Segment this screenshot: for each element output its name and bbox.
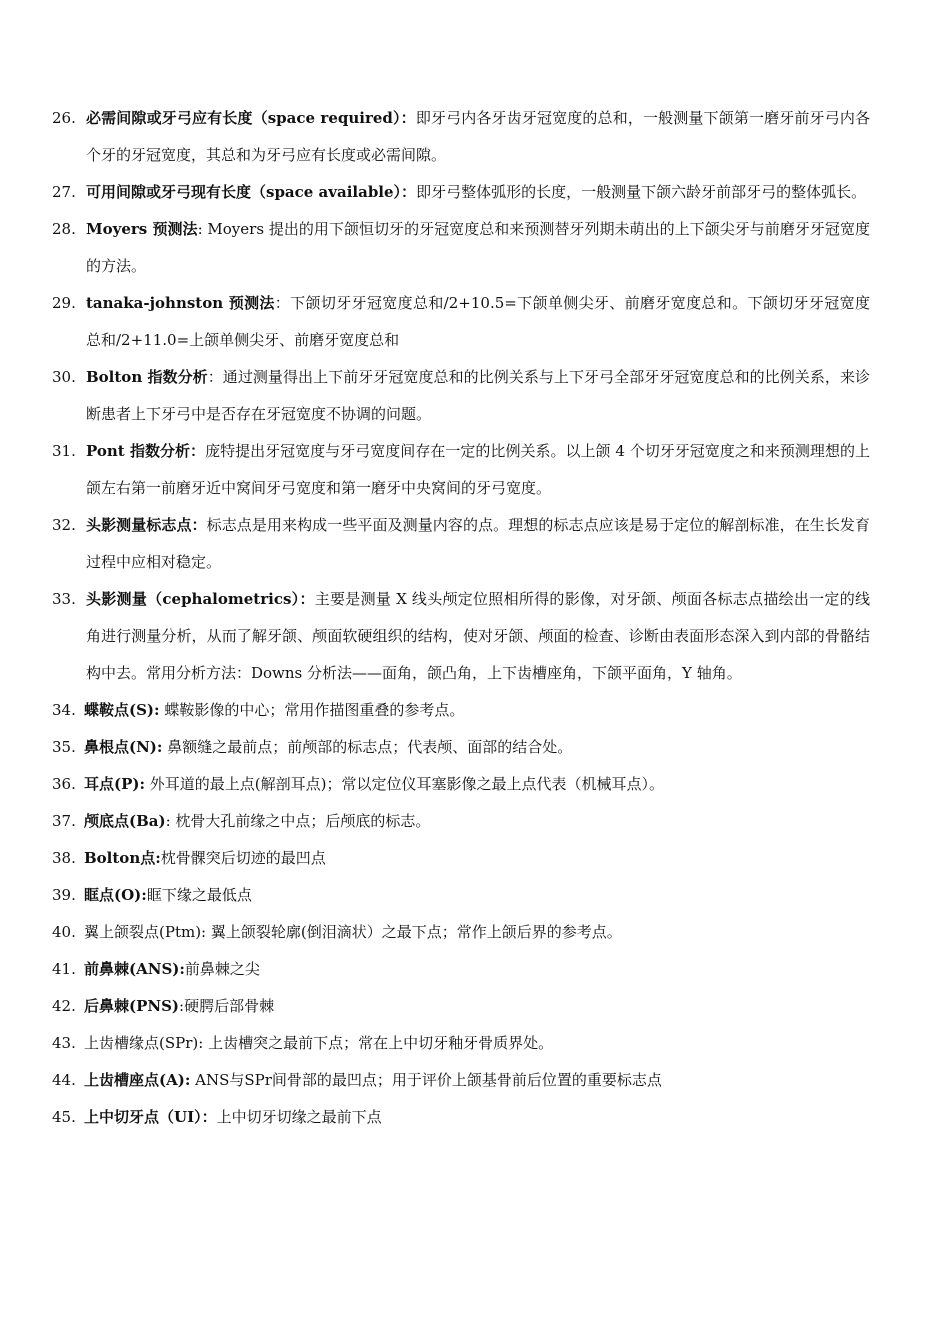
item-body	[86, 433, 870, 507]
item-definition: 即牙弓整体弧形的长度，一般测量下颌六龄牙前部牙弓的整体弧长。	[416, 183, 867, 201]
list-item	[52, 507, 870, 581]
item-term: Bolton点:	[84, 849, 161, 867]
item-definition: ANS与SPr间骨部的最凹点；用于评价上颌基骨前后位置的重要标志点	[190, 1071, 662, 1089]
item-body	[84, 951, 870, 988]
item-term: 耳点(P):	[84, 775, 146, 793]
item-number: 35.	[52, 738, 76, 756]
item-number: 26.	[52, 109, 76, 127]
item-body	[84, 877, 870, 914]
item-definition: 鼻额缝之最前点；前颅部的标志点；代表颅、面部的结合处。	[162, 738, 573, 756]
list-item	[52, 174, 870, 211]
item-definition: 庞特提出牙冠宽度与牙弓宽度间存在一定的比例关系。以上颌 4 个切牙牙冠宽度之和来预测理想的上颌左右第一前磨牙近中窝间牙弓宽度和第一磨牙中央窝间的牙弓宽度。	[86, 442, 870, 497]
item-number: 43.	[52, 1034, 76, 1052]
item-term: Bolton 指数分析	[86, 368, 208, 386]
list-item	[52, 1062, 870, 1099]
item-term: 上齿槽座点(A):	[84, 1071, 191, 1089]
item-definition: 上中切牙切缘之最前下点	[216, 1108, 382, 1126]
item-body	[86, 507, 870, 581]
item-number: 42.	[52, 997, 76, 1015]
item-body	[84, 1025, 870, 1062]
item-term: 必需间隙或牙弓应有长度（space required）：	[86, 109, 416, 127]
item-number: 44.	[52, 1071, 76, 1089]
item-term: 前鼻棘(ANS):	[84, 960, 185, 978]
item-definition: 前鼻棘之尖	[184, 960, 260, 978]
item-body	[86, 285, 870, 359]
item-term: Pont 指数分析：	[86, 442, 206, 460]
list-item	[52, 1025, 870, 1062]
list-item	[52, 285, 870, 359]
item-number: 40.	[52, 923, 76, 941]
list-item	[52, 840, 870, 877]
item-term: 头影测量（cephalometrics）：	[86, 590, 315, 608]
item-body	[84, 729, 870, 766]
item-number: 39.	[52, 886, 76, 904]
item-body	[84, 803, 870, 840]
list-item	[52, 359, 870, 433]
list-item	[52, 914, 870, 951]
item-body	[84, 766, 870, 803]
item-body	[84, 988, 870, 1025]
list-item	[52, 211, 870, 285]
item-definition: : Moyers 提出的用下颌恒切牙的牙冠宽度总和来预测替牙列期未萌出的上下颌尖牙与前磨牙牙冠宽度的方法。	[86, 220, 870, 275]
item-number: 32.	[52, 516, 76, 534]
item-definition: 眶下缘之最低点	[146, 886, 252, 904]
item-number: 41.	[52, 960, 76, 978]
item-body	[84, 1062, 870, 1099]
item-body	[86, 174, 870, 211]
item-definition: 主要是测量 X 线头颅定位照相所得的影像，对牙颌、颅面各标志点描绘出一定的线角进行测量分析，从而了解牙颌、颅面软硬组织的结构，使对牙颌、颅面的检查、诊断由表面形态深入到内部的骨骼结构中去。常用分析方法：Downs 分析法——面角，颌凸角，上下齿槽座角，下颌平面角，Y 轴角。	[86, 590, 870, 682]
list-item	[52, 581, 870, 692]
item-number: 29.	[52, 294, 76, 312]
item-term: 鼻根点(N):	[84, 738, 163, 756]
item-definition: 即牙弓内各牙齿牙冠宽度的总和，一般测量下颌第一磨牙前牙弓内各个牙的牙冠宽度，其总和为牙弓应有长度或必需间隙。	[86, 109, 870, 164]
list-item	[52, 766, 870, 803]
item-definition: 外耳道的最上点(解剖耳点)；常以定位仪耳塞影像之最上点代表（机械耳点）。	[145, 775, 664, 793]
item-term: 蝶鞍点(S):	[84, 701, 160, 719]
list-item	[52, 100, 870, 174]
item-definition: 上齿槽缘点(SPr): 上齿槽突之最前下点；常在上中切牙釉牙骨质界处。	[84, 1034, 554, 1052]
list-item	[52, 951, 870, 988]
item-term: 可用间隙或牙弓现有长度（space available）：	[86, 183, 417, 201]
list-item	[52, 988, 870, 1025]
item-number: 30.	[52, 368, 76, 386]
item-body	[84, 840, 870, 877]
list-item	[52, 729, 870, 766]
item-number: 45.	[52, 1108, 76, 1126]
item-number: 37.	[52, 812, 76, 830]
item-definition: 枕骨髁突后切迹的最凹点	[160, 849, 326, 867]
item-number: 36.	[52, 775, 76, 793]
item-term: 颅底点(Ba)	[84, 812, 166, 830]
item-number: 33.	[52, 590, 76, 608]
item-term: 头影测量标志点：	[86, 516, 207, 534]
item-number: 27.	[52, 183, 76, 201]
item-term: 后鼻棘(PNS)	[84, 997, 180, 1015]
item-term: 上中切牙点（UI）：	[84, 1108, 217, 1126]
list-item	[52, 803, 870, 840]
item-definition: ：下颌切牙牙冠宽度总和/2+10.5=下颌单侧尖牙、前磨牙宽度总和。下颌切牙牙冠宽度总和/2+11.0=上颌单侧尖牙、前磨牙宽度总和	[86, 294, 870, 349]
list-item	[52, 433, 870, 507]
item-definition: 蝶鞍影像的中心；常用作描图重叠的参考点。	[159, 701, 465, 719]
item-term: 眶点(O):	[84, 886, 147, 904]
item-body	[86, 100, 870, 174]
item-body	[84, 692, 870, 729]
item-body	[86, 211, 870, 285]
item-number: 28.	[52, 220, 76, 238]
item-definition: 翼上颌裂点(Ptm): 翼上颌裂轮廓(倒泪滴状）之最下点；常作上颌后界的参考点。	[84, 923, 622, 941]
item-number: 38.	[52, 849, 76, 867]
item-number: 31.	[52, 442, 76, 460]
item-body	[86, 581, 870, 692]
item-body	[86, 359, 870, 433]
list-item	[52, 692, 870, 729]
item-definition: :硬腭后部骨棘	[179, 997, 275, 1015]
item-body	[84, 1099, 870, 1136]
list-item	[52, 877, 870, 914]
item-definition: ：通过测量得出上下前牙牙冠宽度总和的比例关系与上下牙弓全部牙牙冠宽度总和的比例关系，来诊断患者上下牙弓中是否存在牙冠宽度不协调的问题。	[86, 368, 870, 423]
item-definition: : 枕骨大孔前缘之中点；后颅底的标志。	[165, 812, 431, 830]
list-item	[52, 1099, 870, 1136]
item-number: 34.	[52, 701, 76, 719]
item-definition: 标志点是用来构成一些平面及测量内容的点。理想的标志点应该是易于定位的解剖标准，在生长发育过程中应相对稳定。	[86, 516, 870, 571]
item-term: Moyers 预测法	[86, 220, 198, 238]
item-body	[84, 914, 870, 951]
item-term: tanaka-johnston 预测法	[86, 294, 275, 312]
